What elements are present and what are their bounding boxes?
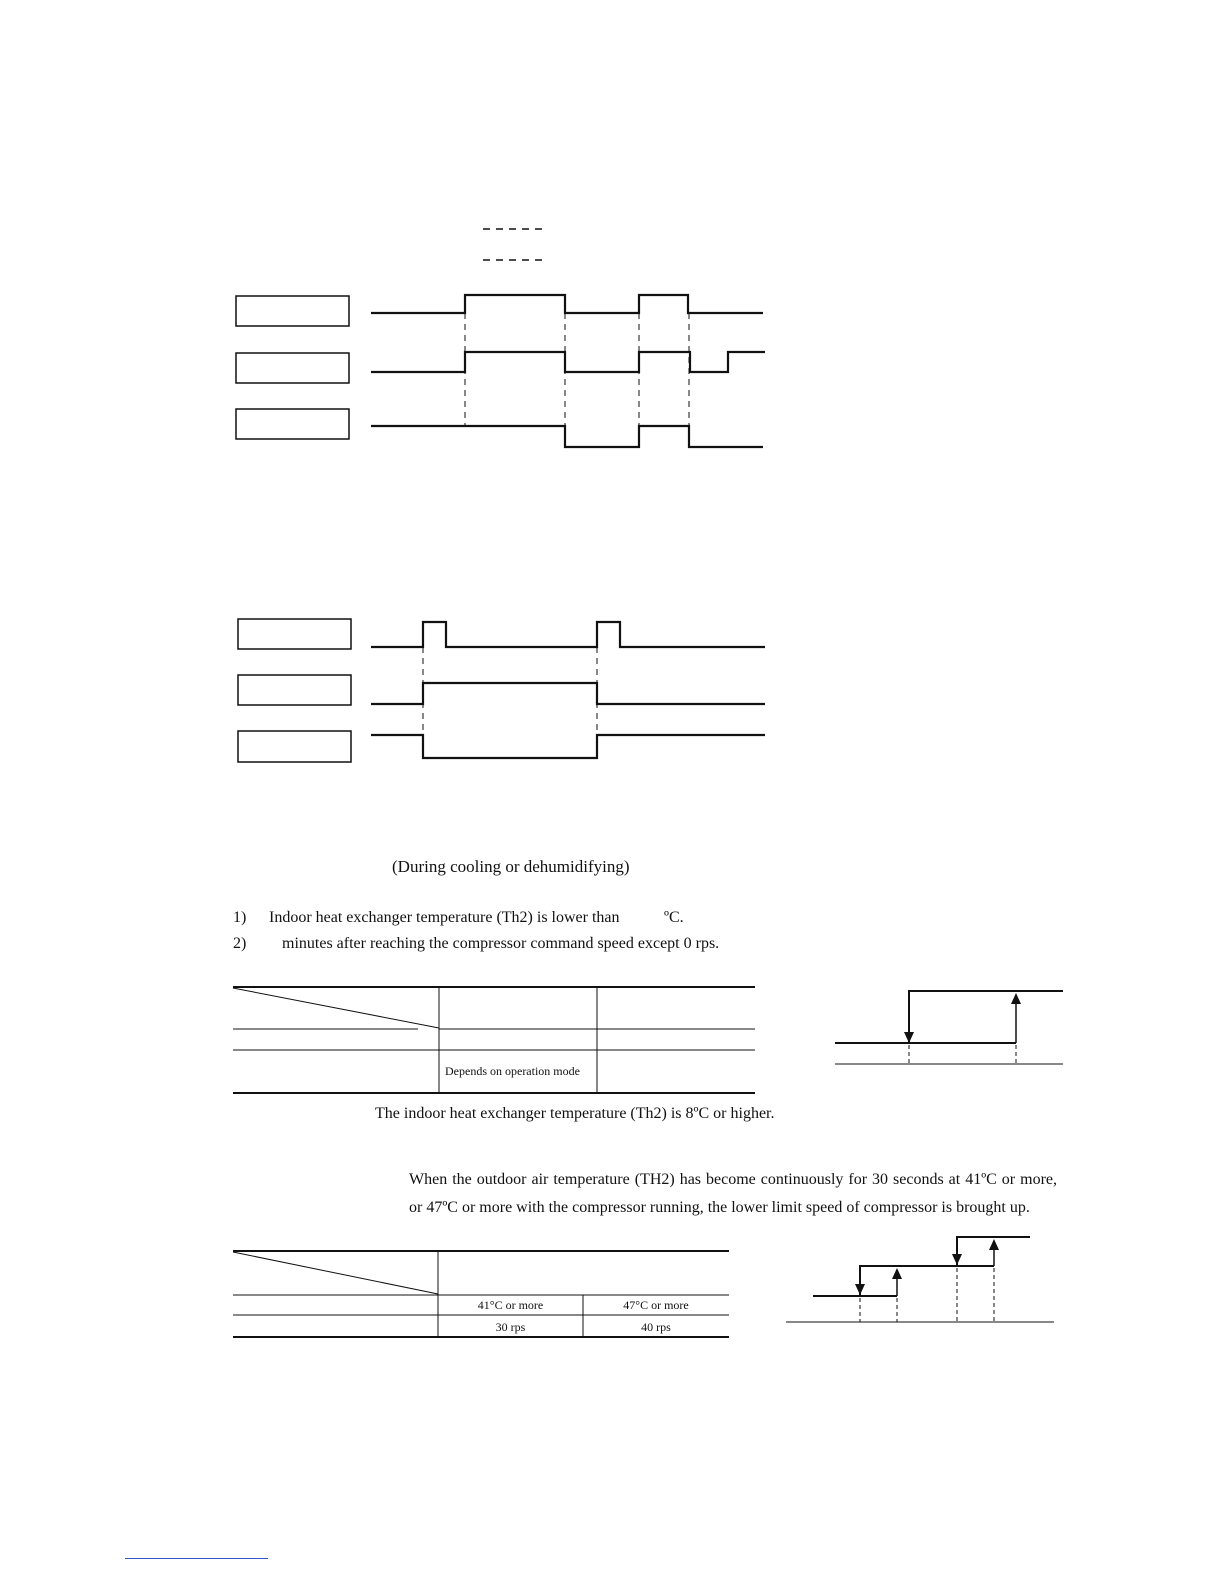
table-cell-speed-30: 30 rps (495, 1320, 526, 1334)
table-cell-speed-40: 40 rps (641, 1320, 671, 1334)
condition-2-number: 2) (233, 935, 247, 952)
table-cell-temp-47: 47°C or more (623, 1298, 689, 1312)
table-cell-temp-41: 41°C or more (477, 1298, 544, 1312)
condition-1-unit: ºC. (664, 909, 684, 926)
section-subtitle: (During cooling or dehumidifying) (392, 857, 630, 876)
reset-condition-text: The indoor heat exchanger temperature (Th2) is 8ºC or higher. (375, 1105, 775, 1122)
footer-link-underline (125, 1558, 268, 1559)
table-cell-depends: Depends on operation mode (445, 1064, 580, 1078)
condition-1-number: 1) (233, 909, 247, 926)
condition-2-text: minutes after reaching the compressor command speed except 0 rps. (282, 935, 720, 952)
condition-1-text: Indoor heat exchanger temperature (Th2) is lower than (269, 909, 620, 926)
outdoor-paragraph: When the outdoor air temperature (TH2) has become continuously for 30 seconds at 41ºC or more, or 47ºC or more with the compressor running, the lower limit speed of compressor is brought up. (409, 1171, 1057, 1216)
